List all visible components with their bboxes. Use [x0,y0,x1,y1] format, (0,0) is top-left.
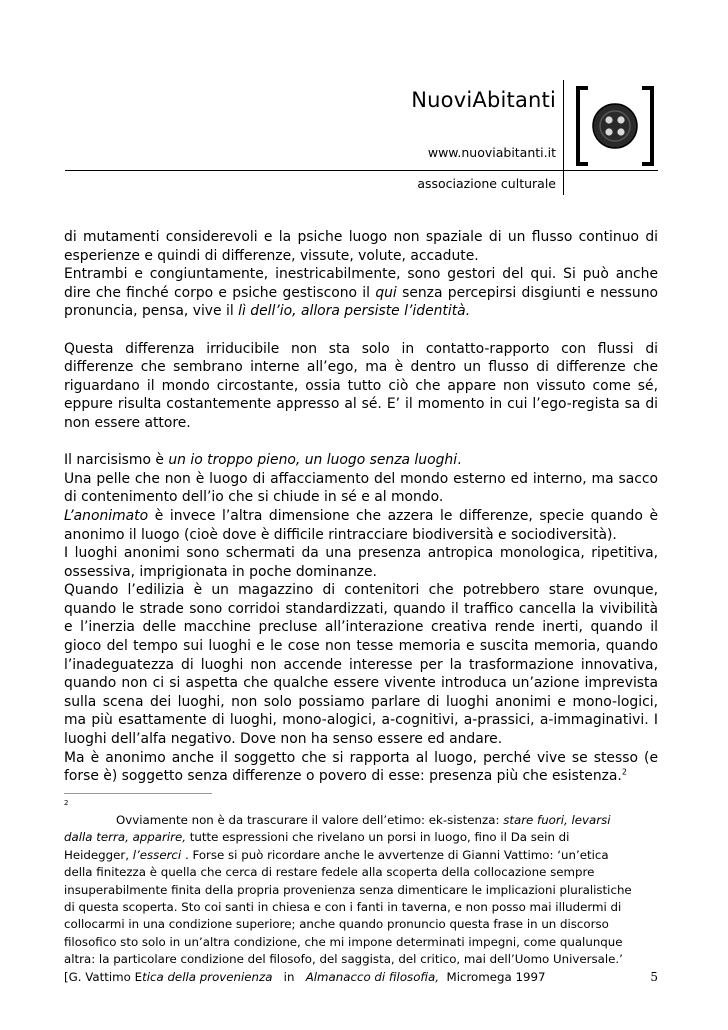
footnote-line: filosofico sto solo in un’altra condizione, che mi impone determinati impegni, come qualunque [64,934,623,949]
footnote-line: [G. Vattimo Etica della provenienza in Almanacco di filosofia, Micromega 1997 [64,969,546,984]
header-rule [65,170,658,171]
footnote-line: insuperabilmente finita della propria provenienza senza dimenticare le implicazioni pluralistiche [64,882,632,897]
header-vertical-rule [563,80,564,195]
footnote-line: dalla terra, apparire, tutte espressioni che rivelano un porsi in luogo, fino il Da sein di [64,830,570,845]
footnote-line: Ovviamente non è da trascurare il valore dell’etimo: ek-sistenza: stare fuori, levarsi [116,813,611,827]
button-bracket-logo-icon [574,84,656,168]
paragraph-6: L’anonimato è invece l’altra dimensione che azzera le differenze, specie quando è anonimo il luogo (cioè dove è difficile rintracciare biodiversità e sociodiversità). [64,507,658,543]
page-number: 5 [650,970,658,984]
paragraph-7: I luoghi anonimi sono schermati da una presenza antropica monologica, ripetitiva, ossessiva, imprigionata in poche dominanze. [64,545,658,580]
footnote-mark: 2 [64,799,69,807]
footnote [64,812,654,986]
body-text [64,228,658,786]
paragraph-4: Il narcisismo è un io troppo pieno, un luogo senza luoghi. [64,452,462,469]
paragraph-1: di mutamenti considerevoli e la psiche luogo non spaziale di un flusso continuo di esperienze e quindi di differenze, vissute, volute, accadute. [64,229,658,264]
paragraph-2: Entrambi e congiuntamente, inestricabilmente, sono gestori del qui. Si può anche dire che finché corpo e psiche gestiscono il qui senza percepirsi disgiunti e nessuno pronuncia, pensa, vive il lì dell’io, allora persiste l’identità. [64,266,658,320]
paragraph-5: Una pelle che non è luogo di affacciamento del mondo esterno ed interno, ma sacco di contenimento dell’io che si chiude in sé e al mondo. [64,470,658,506]
paragraph-3: Questa differenza irriducibile non sta solo in contatto-rapporto con flussi di differenze che sembrano interne all’ego, ma è dentro un flusso di differenze che riguardano il mondo circostante, ossia tutto ciò che appare non vissuto come sé, eppure risulta costantemente appresso al sé. E’ il momento in cui l’ego-regista sa di non essere attore. [64,340,658,431]
header-title: NuoviAbitanti [411,88,556,112]
footnote-separator [64,793,212,794]
paragraph-9: Ma è anonimo anche il soggetto che si rapporta al luogo, perché vive se stesso (e forse è) soggetto senza differenze o povero di esse: presenza più che esistenza.$^2$ [64,749,658,785]
footnote-line: collocarmi in una condizione superiore; anche quando pronuncio questa frase in un discorso [64,917,609,932]
footnote-line: della finitezza è quella che cerca di restare fedele alla scoperta della collocazione sempre [64,865,595,880]
footnote-reference[interactable]: 2 [621,767,627,777]
footnote-line: di questa scoperta. Sto coi santi in chiesa e con i fanti in taverna, e non posso mai illudermi di [64,900,622,915]
footnote-line: altra: la particolare condizione del filosofo, del saggista, del critico, mai dell’Uomo Universale.’ [64,952,623,967]
paragraph-8: Quando l’edilizia è un magazzino di contenitori che potrebbero stare ovunque, quando le strade sono corridoi standardizzati, quando il traffico cancella la vivibilità e l’inerzia delle macchine precluse all’interazione creativa rende inerti, quando il gioco del tempo sui luoghi e le cose non tesse memoria e suscita memoria, quando l’inadeguatezza di luoghi non accende interesse per la trasformazione innovativa, quando non ci si aspetta che qualche essere vivente introduca un’azione imprevista sulla scena dei luoghi, non solo possiamo parlare di luoghi anonimi e mono-logici, ma più esattamente di luoghi, mono-alogici, a-cognitivi, a-prassici, a-immaginativi. I luoghi dell’alfa negativo. Dove non ha senso essere ed andare. [64,582,658,748]
footnote-line: Heidegger, l’esserci . Forse si può ricordare anche le avvertenze di Gianni Vattimo: ‘un’etica [64,847,609,862]
header-subtitle: associazione culturale [417,176,556,191]
header-url[interactable]: www.nuoviabitanti.it [427,145,556,160]
